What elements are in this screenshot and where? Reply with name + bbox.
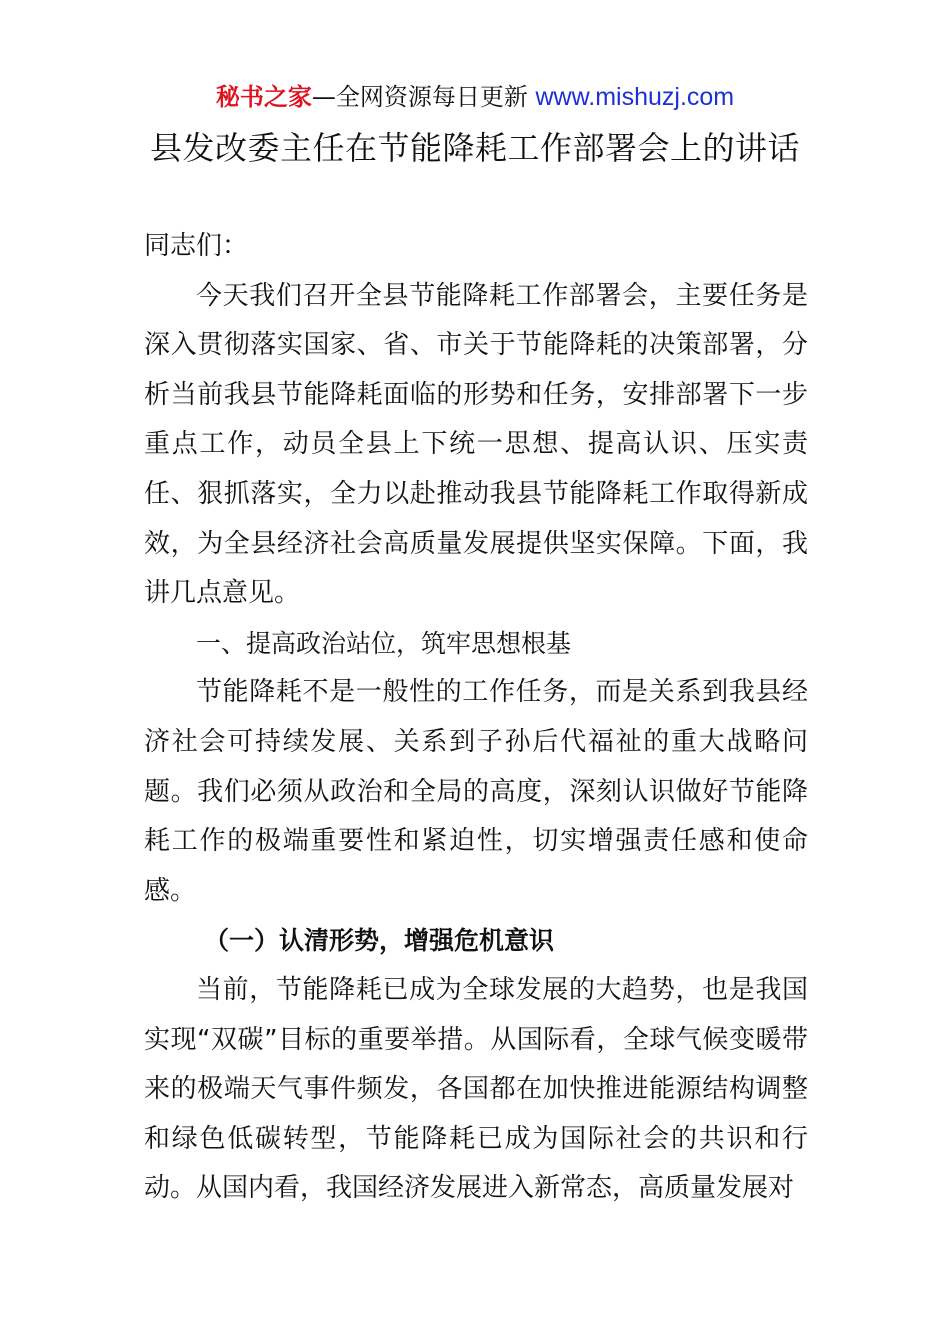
document-body (144, 222, 808, 1214)
section-paragraph: 节能降耗不是一般性的工作任务，而是关系到我县经济社会可持续发展、关系到子孙后代福祉的重大战略问题。我们必须从政治和全局的高度，深刻认识做好节能降耗工作的极端重要性和紧迫性，切实增强责任感和使命感。 (144, 677, 808, 906)
intro-paragraph: 今天我们召开全县节能降耗工作部署会，主要任务是深入贯彻落实国家、省、市关于节能降耗的决策部署，分析当前我县节能降耗面临的形势和任务，安排部署下一步重点工作，动员全县上下统一思想、提高认识、压实责任、狠抓落实，全力以赴推动我县节能降耗工作取得新成效，为全县经济社会高质量发展提供坚实保障。下面，我讲几点意见。 (144, 280, 808, 609)
brand-name: 秘书之家 (215, 83, 312, 111)
subsection-heading: （一）认清形势，增强危机意识 (204, 926, 555, 956)
subsection-paragraph: 当前，节能降耗已成为全球发展的大趋势，也是我国实现“双碳”目标的重要举措。从国际看，全球气候变暖带来的极端天气事件频发，各国都在加快推进能源结构调整和绿色低碳转型，节能降耗已成为国际社会的共识和行动。从国内看，我国经济发展进入新常态，高质量发展对 (144, 974, 808, 1204)
site-banner (0, 80, 950, 114)
section-heading: 一、提高政治站位，筑牢思想根基 (196, 628, 572, 658)
document-title: 县发改委主任在节能降耗工作部署会上的讲话 (149, 129, 800, 167)
site-url-link[interactable]: www.mishuzj.com (535, 83, 735, 111)
salutation: 同志们： (144, 231, 249, 261)
banner-tagline: —全网资源每日更新 (311, 83, 536, 111)
